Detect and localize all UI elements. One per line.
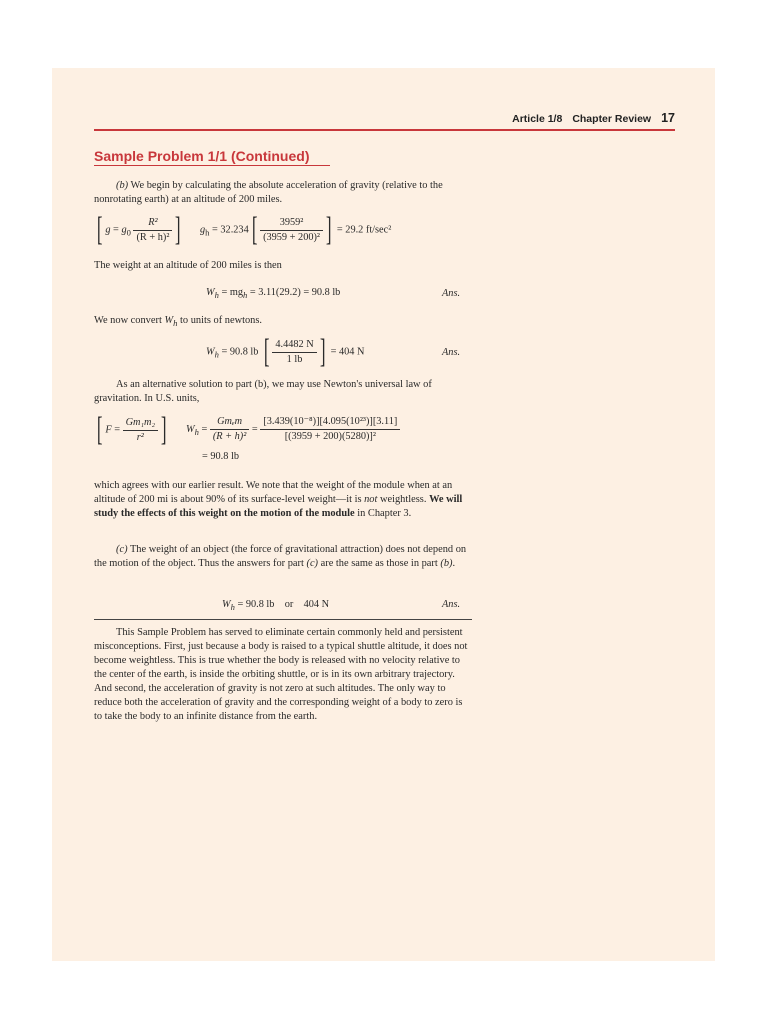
gravity-formula: [ $g = g_0$ $\frac{\text{R²}}{\text{(R + h)²}}$ ] — [96, 211, 181, 248]
section-divider — [94, 619, 472, 620]
part-b-text: We begin by calculating the absolute acceleration of gravity (relative to the nonrotating earth) at an altitude of 200 miles. — [94, 180, 443, 205]
paragraph-agreement: which agrees with our earlier result. We note that the weight of the module when at an altitude of 200 mi is about 90% of its surface-level weight—it is not weightless. We will study the effects of this weight on the motion of the module in Chapter 3. — [94, 480, 463, 519]
fraction-gm1m2: $\frac{\text{Gm₁m₂}}{\text{r²}}$ — [123, 416, 158, 445]
title-underline — [94, 165, 330, 166]
fraction-newton-per-lb: $\frac{4.4482 N}{1 lb}$ — [272, 338, 316, 367]
article-label: Article 1/8 — [512, 113, 563, 125]
universal-gravitation-formula: [ F = $\frac{\text{Gm₁m₂}}{\text{r²}}$ ] — [96, 411, 167, 448]
paragraph-alternative: As an alternative solution to part (b), we may use Newton's universal law of gravitation. In U.S. units, — [94, 379, 432, 404]
answer-label-weight: Ans. — [442, 288, 461, 299]
paragraph-convert: We now convert $W_h$ to units of newtons. — [94, 315, 262, 329]
answer-label-newtons: Ans. — [442, 347, 461, 358]
paragraph-part-c: (c) The weight of an object (the force of gravitational attraction) does not depend on the motion of the object. Thus the answers for part (c) are the same as those in part (b). — [94, 544, 467, 569]
running-head — [512, 111, 675, 125]
page-number: 17 — [661, 111, 675, 125]
paragraph-part-b — [94, 179, 472, 207]
sample-problem-title: Sample Problem 1/1 (Continued) — [94, 148, 310, 164]
paragraph-weight-intro: The weight at an altitude of 200 miles is then — [94, 260, 282, 271]
fraction-3959: $\frac{\text{3959²}}{\text{(3959 + 200)²}}$ — [260, 216, 323, 245]
fraction-R-over-R-plus-h: $\frac{\text{R²}}{\text{(R + h)²}}$ — [133, 216, 172, 245]
weight-gravitation-calc: $W_h$ = $\frac{\text{Gmₑm}}{\text{(R + h)²}}$ = $\frac{\text{[3.439(10⁻⁸)][4.095(10²³)][3.11]}}{\text{[(3959 + 200)(5280)]²}}$ — [186, 415, 400, 444]
textbook-page — [52, 68, 715, 961]
chapter-label: Chapter Review — [572, 113, 652, 125]
newtons-conversion: $W_h = 90.8$ lb [ $\frac{4.4482 N}{1 lb}$ ] = 404 N — [206, 333, 365, 370]
fraction-gmem: $\frac{\text{Gmₑm}}{\text{(R + h)²}}$ — [210, 415, 249, 444]
part-b-label: (b) — [116, 180, 129, 191]
weight-equation: $W_h = mg_h = 3.11(29.2) = 90.8$ lb — [206, 287, 341, 301]
gravitation-result: = 90.8 lb — [202, 451, 239, 462]
newtons-result: = 404 N — [330, 346, 365, 358]
header-rule — [94, 129, 675, 131]
final-answer-equation: $W_h = 90.8$ lb or 404 N — [222, 599, 330, 613]
answer-label-final: Ans. — [442, 599, 461, 610]
paragraph-misconceptions: This Sample Problem has served to eliminate certain commonly held and persistent misconceptions. First, just because a body is raised to a typical shuttle altitude, it does not become weightless. This is true whether the body is released with no velocity relative to the center of the earth, is inside the orbiting shuttle, or is in its own arbitrary trajectory. And second, the acceleration of gravity is not zero at such altitudes. The only way to reduce both the acceleration of gravity and the corresponding weight of a body to zero is to take the body to an infinite distance from the earth. — [94, 627, 468, 722]
gravity-result: = 29.2 ft/sec² — [336, 224, 392, 236]
gravity-calculation: $g_h = 32.234$[ $\frac{\text{3959²}}{\text{(3959 + 200)²}}$ ] = 29.2 ft/sec² — [200, 211, 392, 248]
fraction-numeric: $\frac{\text{[3.439(10⁻⁸)][4.095(10²³)][3.11]}}{\text{[(3959 + 200)(5280)]²}}$ — [260, 415, 400, 444]
